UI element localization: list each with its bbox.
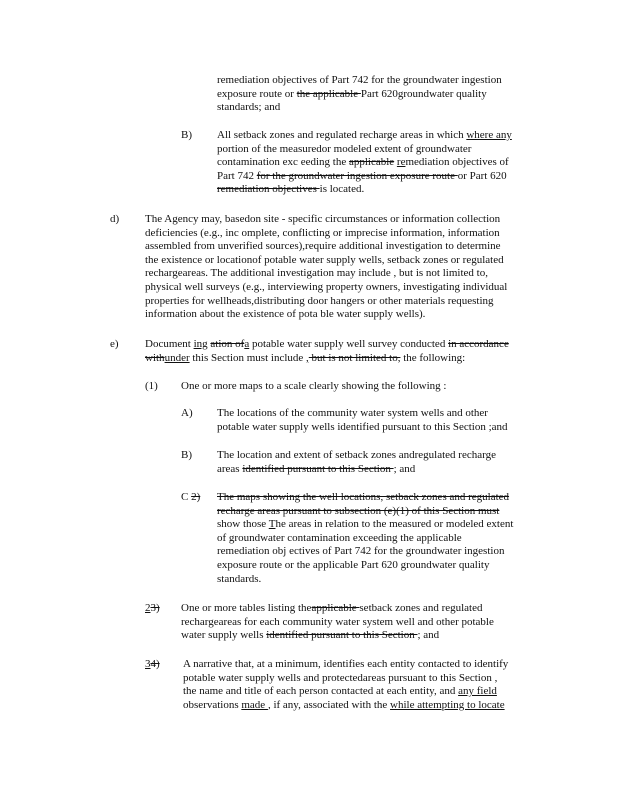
text-line: exposure route or the applicable Part 620 groundwater quality xyxy=(217,558,490,571)
text-line: he areas in relation to the measured or modeled extent xyxy=(275,518,514,531)
text-line: mediation objectives of xyxy=(405,156,509,169)
text-line: observations xyxy=(183,698,242,711)
deleted-text: with xyxy=(145,351,165,364)
inserted-text: while attempting to locate xyxy=(390,698,505,711)
item-label: A) xyxy=(181,407,193,419)
item-2-text xyxy=(181,602,519,643)
inserted-text: 3 xyxy=(145,658,151,670)
text-line: areas xyxy=(217,462,243,475)
label-text: C xyxy=(181,491,189,503)
text-line: The Agency may, basedon site - specific circumstances or information collection xyxy=(145,213,501,225)
item-d-text xyxy=(145,213,533,322)
deleted-text: applicable xyxy=(348,156,395,169)
text-line: A narrative that, at a minimum, identifies each entity contacted to identify xyxy=(183,658,509,670)
deleted-text: The maps showing the well locations, setback zones and regulated xyxy=(217,491,510,503)
text-line: physical well surveys (e.g., interviewing property owners, investigating individual xyxy=(145,280,508,293)
deleted-text: but is not limited to, xyxy=(308,351,401,364)
item-1b-text xyxy=(217,449,517,476)
text-line: The locations of the community water system wells and other xyxy=(217,407,488,419)
text-line: assembled from unverified sources),require additional investigation to determine xyxy=(145,240,501,253)
deleted-text: recharge areas pursuant to subsection (e)(1) of this Section must xyxy=(217,504,500,517)
text-line: rechargeareas for each community water system well and other potable xyxy=(181,615,494,628)
inserted-text: a xyxy=(244,338,250,350)
deleted-text: identified pursuant to this Section xyxy=(242,462,394,475)
text-line: the following: xyxy=(400,351,466,364)
inserted-text: under xyxy=(164,351,190,364)
text-line: rechargeareas. The additional investigation may include , but is not limited to, xyxy=(145,267,488,280)
text-line: The location and extent of setback zones andregulated recharge xyxy=(217,449,496,461)
text-line: or Part 620 xyxy=(457,169,507,182)
text-line: standards; and xyxy=(217,101,281,114)
inserted-text: 2 xyxy=(145,602,151,614)
text-line: Document xyxy=(145,338,194,350)
item-e-text xyxy=(145,338,543,365)
text-line: potable water supply well survey conducted xyxy=(249,338,449,350)
item-label: d) xyxy=(110,213,120,225)
item-label xyxy=(145,658,160,672)
inserted-text: , xyxy=(306,351,309,364)
deleted-text: identified pursuant to this Section xyxy=(266,629,418,642)
inserted-text: ing xyxy=(193,338,208,350)
item-1-text: One or more maps to a scale clearly showing the following : xyxy=(181,380,447,392)
text-line: standards. xyxy=(217,572,262,585)
text-line: the name and title of each person contacted at each entity, and xyxy=(183,685,459,698)
text-line: remediation objectives of Part 742 for the groundwater ingestion xyxy=(217,74,502,86)
text-line: water supply wells xyxy=(181,629,267,642)
item-b-continuation xyxy=(217,74,532,115)
inserted-text: T xyxy=(268,518,276,531)
item-label xyxy=(181,491,200,505)
item-label: (1) xyxy=(145,380,158,392)
text-line: One or more tables listing the xyxy=(181,602,312,614)
deleted-text: remediation objectives xyxy=(217,183,320,196)
item-label: B) xyxy=(181,129,192,141)
item-3-text xyxy=(183,658,536,712)
text-line: information about the existence of pota ble water supply wells). xyxy=(145,308,426,321)
text-line: setback zones and regulated xyxy=(359,602,483,614)
text-line: show those xyxy=(217,518,269,531)
deleted-text: applicable xyxy=(311,602,360,614)
item-1c-text xyxy=(217,491,535,586)
deleted-text: 2) xyxy=(191,491,201,503)
inserted-text: re xyxy=(396,156,406,169)
text-line: potable water supply wells identified pursuant to this Section ;and xyxy=(217,420,508,433)
text-line: ; and xyxy=(417,629,440,642)
deleted-text: in accordance xyxy=(448,338,509,350)
text-line: , if any, associated with the xyxy=(267,698,391,711)
text-line: ; and xyxy=(393,462,416,475)
item-b-text xyxy=(217,129,532,197)
text-line: deficiencies (e.g., inc omplete, conflicting or imprecise information, information xyxy=(145,226,500,239)
deleted-text: the applicable xyxy=(296,87,361,100)
text-line: is located. xyxy=(319,183,365,196)
item-label: e) xyxy=(110,338,119,350)
text-line: remediation obj ectives of Part 742 for the groundwater ingestion xyxy=(217,545,505,558)
deleted-text: for the groundwater ingestion exposure route xyxy=(256,169,458,182)
item-label: B) xyxy=(181,449,192,461)
deleted-text: 4) xyxy=(150,658,160,670)
inserted-text: made xyxy=(241,698,268,711)
item-label xyxy=(145,602,160,616)
deleted-text: 3) xyxy=(150,602,160,614)
inserted-text: any field xyxy=(458,685,497,698)
text-line: the existence or locationof potable water supply wells, setback zones or regulated xyxy=(145,253,504,266)
text-line: contamination exc eeding the xyxy=(217,156,349,169)
text-line: Part 742 xyxy=(217,169,257,182)
text-line: Part 620groundwater quality xyxy=(360,87,487,100)
text-line: portion of the measuredor modeled extent of groundwater xyxy=(217,142,472,155)
text-line: this Section must include xyxy=(189,351,307,364)
inserted-text: where any xyxy=(466,129,512,141)
item-1a-text xyxy=(217,407,529,434)
text-line: of groundwater contamination exceeding the applicable xyxy=(217,531,462,544)
text-line: properties for wellheads,distributing door hangers or other materials requesting xyxy=(145,294,494,307)
deleted-text: ation of xyxy=(210,338,245,350)
text-line: All setback zones and regulated recharge areas in which xyxy=(217,129,467,141)
text-line: potable water supply wells and protectedareas pursuant to this Section , xyxy=(183,671,498,684)
text-line: exposure route or xyxy=(217,87,297,100)
